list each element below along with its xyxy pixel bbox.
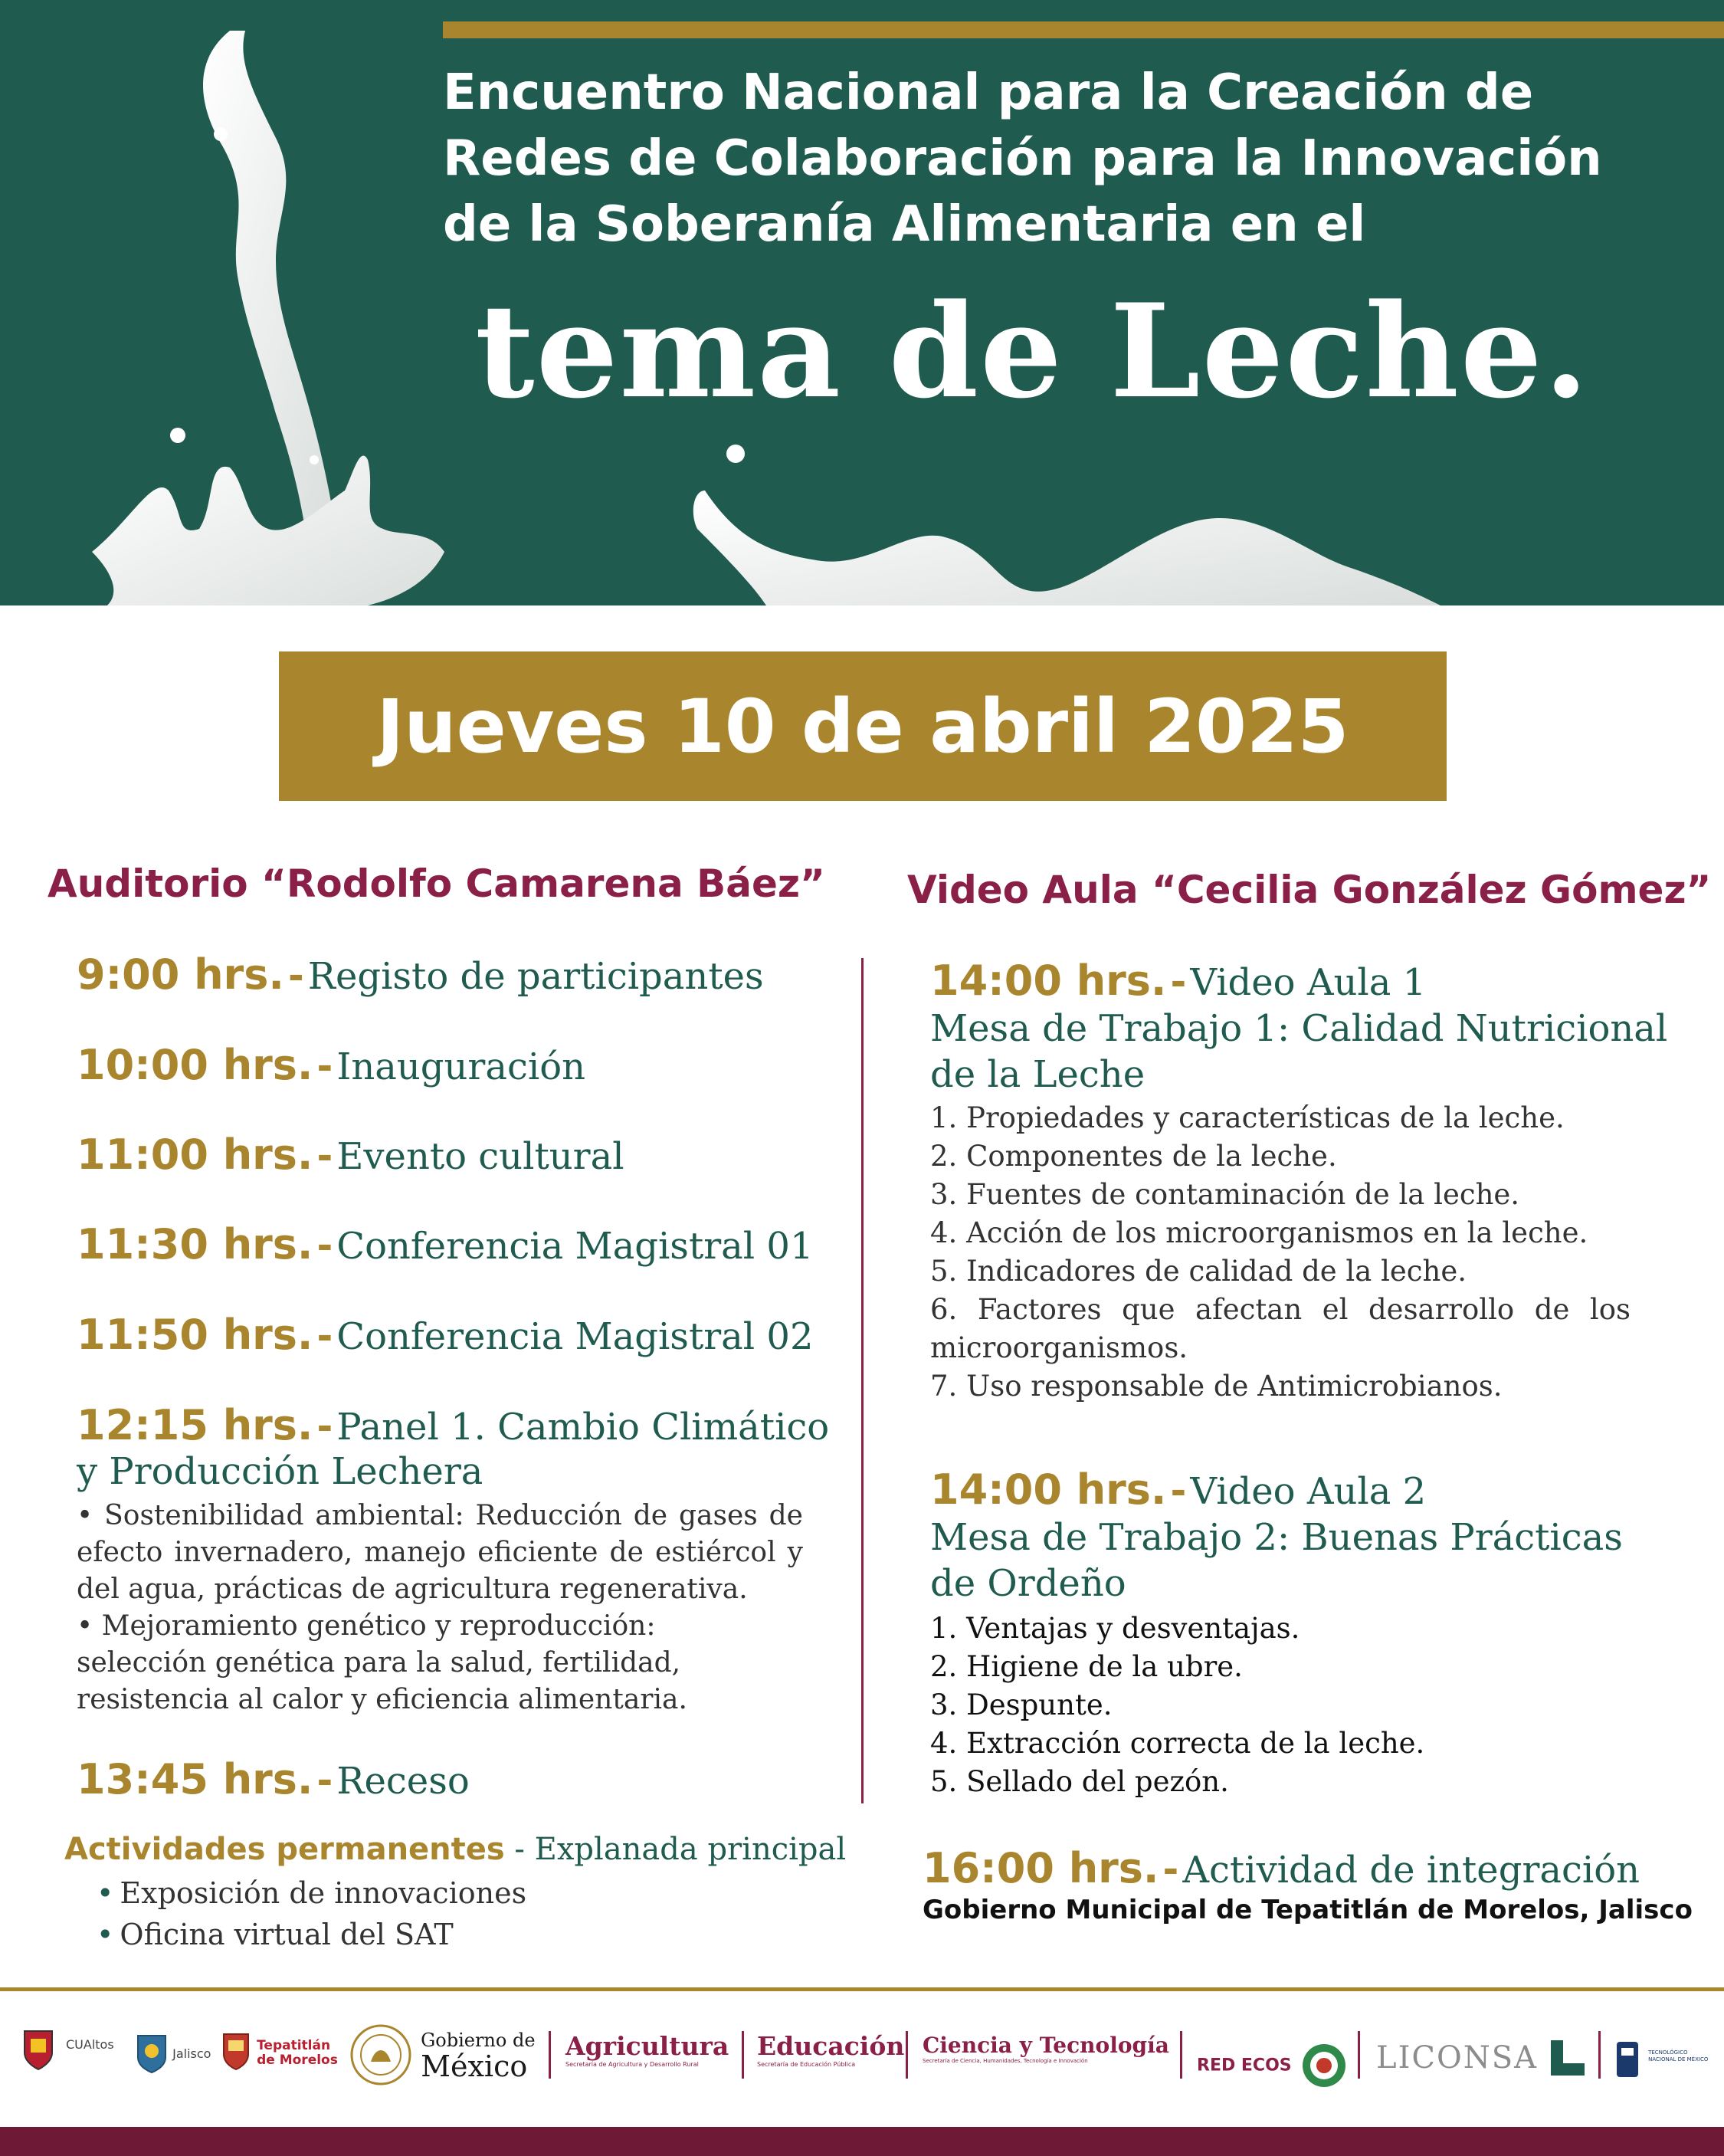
- permanent-item-label: Oficina virtual del SAT: [120, 1918, 454, 1951]
- schedule-item: [77, 950, 764, 999]
- session-3-organizer: Gobierno Municipal de Tepatitlán de Morelos, Jalisco: [923, 1895, 1693, 1925]
- permanent-location: - Explanada principal: [504, 1832, 847, 1867]
- session-2-topics: [930, 1610, 1631, 1801]
- right-venue-title: Video Aula “Cecilia González Gómez”: [907, 868, 1712, 912]
- column-divider: [861, 958, 864, 1803]
- ciencia-label: Ciencia y Tecnología: [923, 2033, 1169, 2058]
- tepatitlan-crest-icon: [222, 2033, 250, 2071]
- topic-item: 1. Propiedades y características de la leche.: [930, 1101, 1565, 1134]
- dash-separator: -: [316, 1223, 333, 1268]
- logo-separator: [906, 2031, 908, 2079]
- schedule-activity: Conferencia Magistral 01: [336, 1225, 814, 1268]
- gob-label: Gobierno de: [421, 2030, 536, 2051]
- topic-item: 3. Despunte.: [930, 1688, 1113, 1721]
- permanent-activities-title: [64, 1832, 846, 1867]
- logo-separator: [1358, 2031, 1360, 2079]
- schedule-activity: Receso: [336, 1760, 470, 1803]
- permanent-item: [97, 1876, 526, 1910]
- footer-gold-line: [0, 1987, 1724, 1991]
- footer-bar: [0, 2127, 1724, 2156]
- jalisco-logo: [135, 2033, 211, 2077]
- schedule-time: 9:00 hrs.: [77, 950, 284, 999]
- logo-separator: [742, 2031, 744, 2079]
- permanent-item: [97, 1918, 454, 1951]
- dash-separator: -: [316, 1044, 333, 1088]
- logo-separator: [1180, 2031, 1182, 2079]
- session-1-header: [930, 957, 1426, 1005]
- panel-bullet: • Mejoramiento genético y reproducción:: [77, 1610, 656, 1642]
- shield-icon: [23, 2030, 54, 2071]
- educacion-label: Educación: [757, 2031, 905, 2061]
- tecnm-label: NACIONAL DE MÉXICO: [1648, 2056, 1709, 2062]
- ciencia-sublabel: Secretaría de Ciencia, Humanidades, Tecnología e Innovación: [923, 2058, 1088, 2064]
- ciencia-logo: [923, 2033, 1169, 2064]
- jalisco-crest-icon: [135, 2033, 169, 2074]
- educacion-sublabel: Secretaría de Educación Pública: [757, 2061, 856, 2068]
- schedule-activity: Conferencia Magistral 02: [336, 1315, 814, 1358]
- dash-separator: -: [316, 1134, 333, 1178]
- event-title-line: Redes de Colaboración para la Innovación: [443, 130, 1602, 187]
- bullet-icon: •: [97, 1876, 114, 1910]
- schedule-time: 12:15 hrs.: [77, 1401, 313, 1449]
- topic-item: 5. Indicadores de calidad de la leche.: [930, 1255, 1467, 1288]
- schedule-time: 10:00 hrs.: [77, 1041, 313, 1089]
- permanent-item-label: Exposición de innovaciones: [120, 1876, 527, 1910]
- red-ecos-logo: [1197, 2042, 1348, 2089]
- tepatitlan-label: de Morelos: [257, 2053, 338, 2068]
- schedule-item: [77, 1401, 829, 1449]
- permanent-title: Actividades permanentes: [64, 1832, 505, 1867]
- cualtos-label: CUAltos: [66, 2037, 114, 2052]
- liconsa-label: LICONSA: [1376, 2040, 1539, 2076]
- topic-item: 4. Acción de los microorganismos en la leche.: [930, 1216, 1588, 1249]
- event-title-line: de la Soberanía Alimentaria en el: [443, 196, 1366, 253]
- agricultura-sublabel: Secretaría de Agricultura y Desarrollo Rural: [565, 2061, 699, 2068]
- dash-separator: -: [316, 1758, 333, 1803]
- gob-label: México: [421, 2049, 528, 2083]
- red-ecos-emblem-icon: [1300, 2042, 1348, 2089]
- topic-item: 3. Fuentes de contaminación de la leche.: [930, 1178, 1520, 1211]
- schedule-activity: Inauguración: [336, 1045, 586, 1088]
- date-banner: [279, 651, 1447, 801]
- session-3-header: [923, 1844, 1640, 1892]
- panel-title-line2: y Producción Lechera: [77, 1450, 483, 1493]
- schedule-time: 14:00 hrs.: [930, 957, 1167, 1005]
- mexico-seal-icon: [349, 2023, 412, 2086]
- topic-item: 6. Factores que afectan el desarrollo de los microorganismos.: [930, 1293, 1631, 1364]
- topic-item: 5. Sellado del pezón.: [930, 1765, 1229, 1798]
- schedule-activity: Evento cultural: [336, 1135, 624, 1178]
- schedule-activity: Panel 1. Cambio Climático: [336, 1406, 830, 1449]
- dash-separator: -: [1162, 1847, 1179, 1892]
- gobierno-mexico-logo: [349, 2023, 536, 2089]
- schedule-time: 14:00 hrs.: [930, 1465, 1167, 1514]
- udg-logo: [23, 2030, 54, 2074]
- schedule-time: 11:00 hrs.: [77, 1131, 313, 1179]
- logo-separator: [1598, 2031, 1601, 2079]
- panel-bullet: selección genética para la salud, fertilidad,: [77, 1647, 681, 1679]
- topic-item: 1. Ventajas y desventajas.: [930, 1612, 1300, 1645]
- event-title-big: tema de Leche.: [475, 275, 1591, 427]
- tecnm-logo: [1614, 2039, 1708, 2083]
- dash-separator: -: [287, 953, 304, 998]
- schedule-item: [77, 1220, 813, 1268]
- session-1-topics: [930, 1099, 1631, 1406]
- panel-bullet: resistencia al calor y eficiencia alimentaria.: [77, 1684, 687, 1715]
- dash-separator: -: [1170, 960, 1187, 1004]
- cualtos-logo: [66, 2037, 114, 2052]
- panel-details: [77, 1498, 803, 1718]
- dash-separator: -: [1170, 1469, 1187, 1513]
- liconsa-mark-icon: [1551, 2040, 1585, 2076]
- logo-separator: [549, 2031, 551, 2079]
- topic-item: 4. Extracción correcta de la leche.: [930, 1727, 1425, 1760]
- tecnm-emblem-icon: [1614, 2039, 1641, 2080]
- left-venue-title: Auditorio “Rodolfo Camarena Báez”: [48, 861, 825, 906]
- schedule-time: 11:30 hrs.: [77, 1220, 313, 1268]
- agricultura-label: Agricultura: [565, 2031, 729, 2061]
- liconsa-logo: [1376, 2040, 1585, 2076]
- schedule-time: 13:45 hrs.: [77, 1755, 313, 1803]
- session-2-header: [930, 1465, 1426, 1514]
- session-activity: Actividad de integración: [1182, 1849, 1640, 1892]
- header-gold-bar: [443, 21, 1724, 38]
- session-1-title: Mesa de Trabajo 1: Calidad Nutricional: [930, 1007, 1668, 1050]
- schedule-item: [77, 1755, 470, 1803]
- tepatitlan-logo: [222, 2033, 338, 2074]
- agricultura-logo: [565, 2031, 729, 2068]
- schedule-activity: Registo de participantes: [307, 955, 764, 998]
- session-1-title: de la Leche: [930, 1053, 1146, 1096]
- topic-item: 2. Higiene de la ubre.: [930, 1650, 1243, 1683]
- bullet-icon: •: [97, 1918, 114, 1951]
- event-title: [443, 60, 1699, 258]
- session-room: Video Aula 1: [1190, 961, 1427, 1004]
- schedule-time: 11:50 hrs.: [77, 1311, 313, 1359]
- event-date: Jueves 10 de abril 2025: [376, 683, 1349, 770]
- schedule-item: [77, 1131, 624, 1179]
- tepatitlan-label: Tepatitlán: [257, 2038, 331, 2053]
- schedule-item: [77, 1311, 813, 1359]
- tecnm-label: TECNOLÓGICO: [1648, 2049, 1688, 2056]
- panel-bullet: • Sostenibilidad ambiental: Reducción de gases de efecto invernadero, manejo eficiente de estiércol y del agua, prácticas de agricultura regenerativa.: [77, 1500, 803, 1605]
- session-room: Video Aula 2: [1190, 1470, 1427, 1513]
- dash-separator: -: [316, 1314, 333, 1358]
- session-2-title: de Ordeño: [930, 1562, 1126, 1605]
- event-title-line: Encuentro Nacional para la Creación de: [443, 64, 1534, 121]
- schedule-time: 16:00 hrs.: [923, 1844, 1159, 1892]
- dash-separator: -: [316, 1404, 333, 1449]
- red-ecos-label: RED ECOS: [1197, 2056, 1292, 2076]
- educacion-logo: [757, 2031, 904, 2068]
- schedule-item: [77, 1041, 585, 1089]
- topic-item: 7. Uso responsable de Antimicrobianos.: [930, 1370, 1503, 1403]
- topic-item: 2. Componentes de la leche.: [930, 1140, 1337, 1173]
- header-banner: [0, 0, 1724, 605]
- session-2-title: Mesa de Trabajo 2: Buenas Prácticas: [930, 1516, 1623, 1559]
- jalisco-label: Jalisco: [172, 2046, 211, 2061]
